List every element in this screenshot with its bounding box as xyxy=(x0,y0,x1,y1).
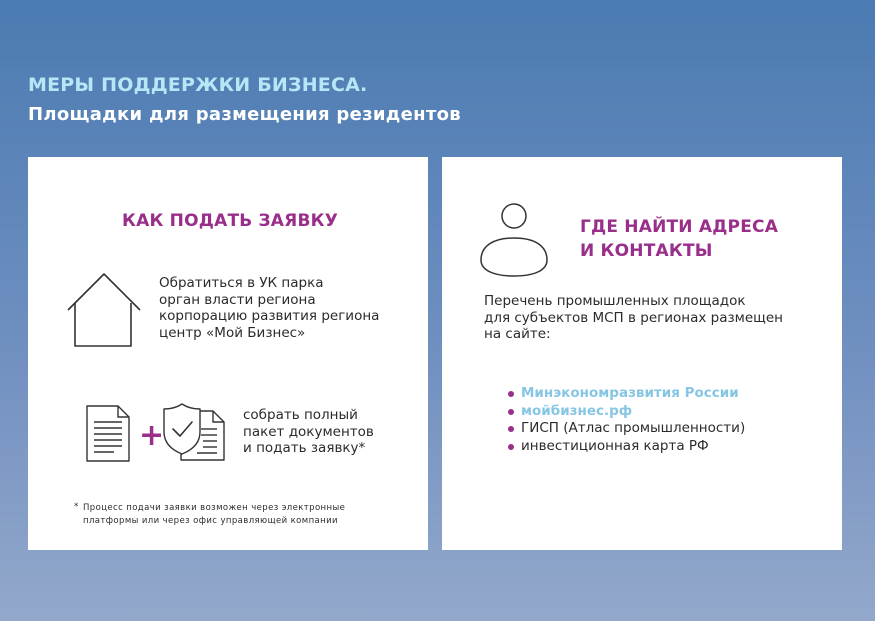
contacts-title xyxy=(580,215,778,263)
contacts-title-line: И КОНТАКТЫ xyxy=(580,241,713,261)
bullet-icon xyxy=(508,426,514,432)
house-icon xyxy=(67,272,141,348)
link-moibiznes[interactable] xyxy=(504,403,745,421)
description-line: Перечень промышленных площадок xyxy=(484,293,746,309)
resource-list xyxy=(504,385,745,455)
documents-instructions xyxy=(243,407,374,457)
list-item-label: инвестиционная карта РФ xyxy=(521,437,709,454)
bullet-icon xyxy=(508,444,514,450)
documents-line: пакет документов xyxy=(243,423,374,440)
documents-line: и подать заявку* xyxy=(243,440,366,456)
link-label: мойбизнес.рф xyxy=(521,402,633,419)
contacts-card xyxy=(442,157,842,550)
link-minekonomrazvitiya[interactable] xyxy=(504,385,745,403)
description-line: на сайте: xyxy=(484,326,551,342)
contact-line: орган власти региона xyxy=(159,291,316,308)
footnote xyxy=(83,502,345,528)
list-item-gisp xyxy=(504,420,745,438)
link-label: Минэкономразвития России xyxy=(521,385,739,401)
bullet-icon xyxy=(508,409,514,415)
list-item-label: ГИСП (Атлас промышленности) xyxy=(521,420,746,436)
how-to-apply-card xyxy=(28,157,428,550)
documents-line: собрать полный xyxy=(243,407,358,423)
footnote-marker: * xyxy=(74,502,79,512)
document-icon xyxy=(86,405,130,462)
contacts-description xyxy=(484,293,783,343)
footnote-line: Процесс подачи заявки возможен через электронные xyxy=(83,503,346,513)
contact-line: Обратиться в УК парка xyxy=(159,275,324,291)
description-line: для субъектов МСП в регионах размещен xyxy=(484,309,783,326)
contact-line: центр «Мой Бизнес» xyxy=(159,324,306,341)
contact-line: корпорацию развития региона xyxy=(159,308,380,324)
contact-options xyxy=(159,275,379,341)
plus-sign: + xyxy=(139,418,165,453)
person-icon xyxy=(477,202,551,278)
contacts-title-line: ГДЕ НАЙТИ АДРЕСА xyxy=(580,217,779,237)
shield-check-icon xyxy=(163,403,225,461)
bullet-icon xyxy=(508,391,514,397)
page-subtitle: Площадки для размещения резидентов xyxy=(28,104,461,125)
page-title: МЕРЫ ПОДДЕРЖКИ БИЗНЕСА. xyxy=(28,74,368,96)
how-to-apply-title: КАК ПОДАТЬ ЗАЯВКУ xyxy=(122,211,338,231)
list-item-investment-map xyxy=(504,438,745,456)
footnote-line: платформы или через офис управляющей компании xyxy=(83,516,338,526)
